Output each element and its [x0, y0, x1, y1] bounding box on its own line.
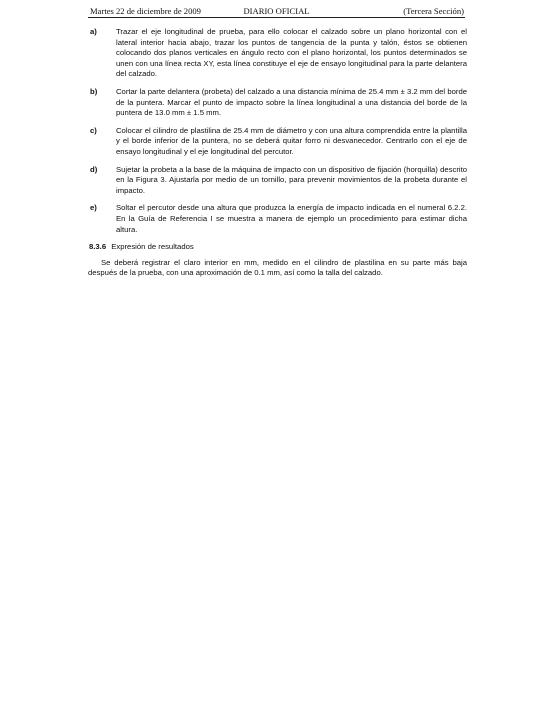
- list-item-label: e): [90, 203, 97, 213]
- list-item-text: Soltar el percutor desde una altura que produzca la energía de impacto indicada en el numeral 6.2.2. En la Guía de Referencia I se muestra a manera de ejemplo un procedimiento para estimar dicha altura.: [116, 203, 467, 234]
- page-header: [88, 5, 465, 18]
- results-paragraph: Se deberá registrar el claro interior en mm, medido en el cilindro de plastilina en su parte más baja después de la prueba, con una aproximación de 0.1 mm, así como la talla del calzado.: [88, 257, 467, 278]
- list-item-e: [88, 203, 467, 235]
- section-heading: [89, 242, 467, 253]
- list-item-b: [88, 87, 467, 119]
- list-item-label: c): [90, 125, 97, 135]
- header-date: Martes 22 de diciembre de 2009: [90, 6, 201, 16]
- header-publication: DIARIO OFICIAL: [243, 6, 310, 16]
- list-item-label: b): [90, 86, 98, 96]
- list-item-text: Trazar el eje longitudinal de prueba, para ello colocar el calzado sobre un plano horizontal con el lateral interior hacia abajo, trazar los puntos de tangencia de la punta y talón, éstos se obtienen colocando dos planos verticales en ángulo recto con el plano horizontal, los puntos determinados se unen con una línea recta XY, esta línea constituye el eje de ensayo longitudinal para la parte delantera del calzado.: [116, 27, 467, 79]
- list-item-text: Cortar la parte delantera (probeta) del calzado a una distancia mínima de 25.4 mm ± 3.2 mm del borde de la puntera. Marcar el punto de impacto sobre la línea longitudinal a una distancia del borde de la puntera de 13.0 mm ± 1.5 mm.: [116, 86, 467, 118]
- document-body: [88, 27, 467, 279]
- section-number: 8.3.6: [89, 242, 107, 252]
- list-item-label: d): [90, 164, 98, 174]
- header-section: (Tercera Sección): [403, 6, 464, 16]
- list-item-text: Colocar el cilindro de plastilina de 25.4 mm de diámetro y con una altura comprendida entre la plantilla y el borde inferior de la puntera, no se deberá quitar forro ni desvanecedor. Centrarlo con el eje de ensayo longitudinal y el eje longitudinal del percutor.: [116, 125, 467, 156]
- section-title: Expresión de resultados: [111, 242, 194, 252]
- list-item-d: [88, 165, 467, 197]
- list-item-text: Sujetar la probeta a la base de la máquina de impacto con un dispositivo de fijación (horquilla) descrito en la Figura 3. Ajustarla por medio de un tornillo, para prevenir movimientos de la probeta durante el impacto.: [116, 164, 467, 195]
- list-item-a: [88, 27, 467, 80]
- list-item-label: a): [90, 27, 97, 36]
- list-item-c: [88, 126, 467, 158]
